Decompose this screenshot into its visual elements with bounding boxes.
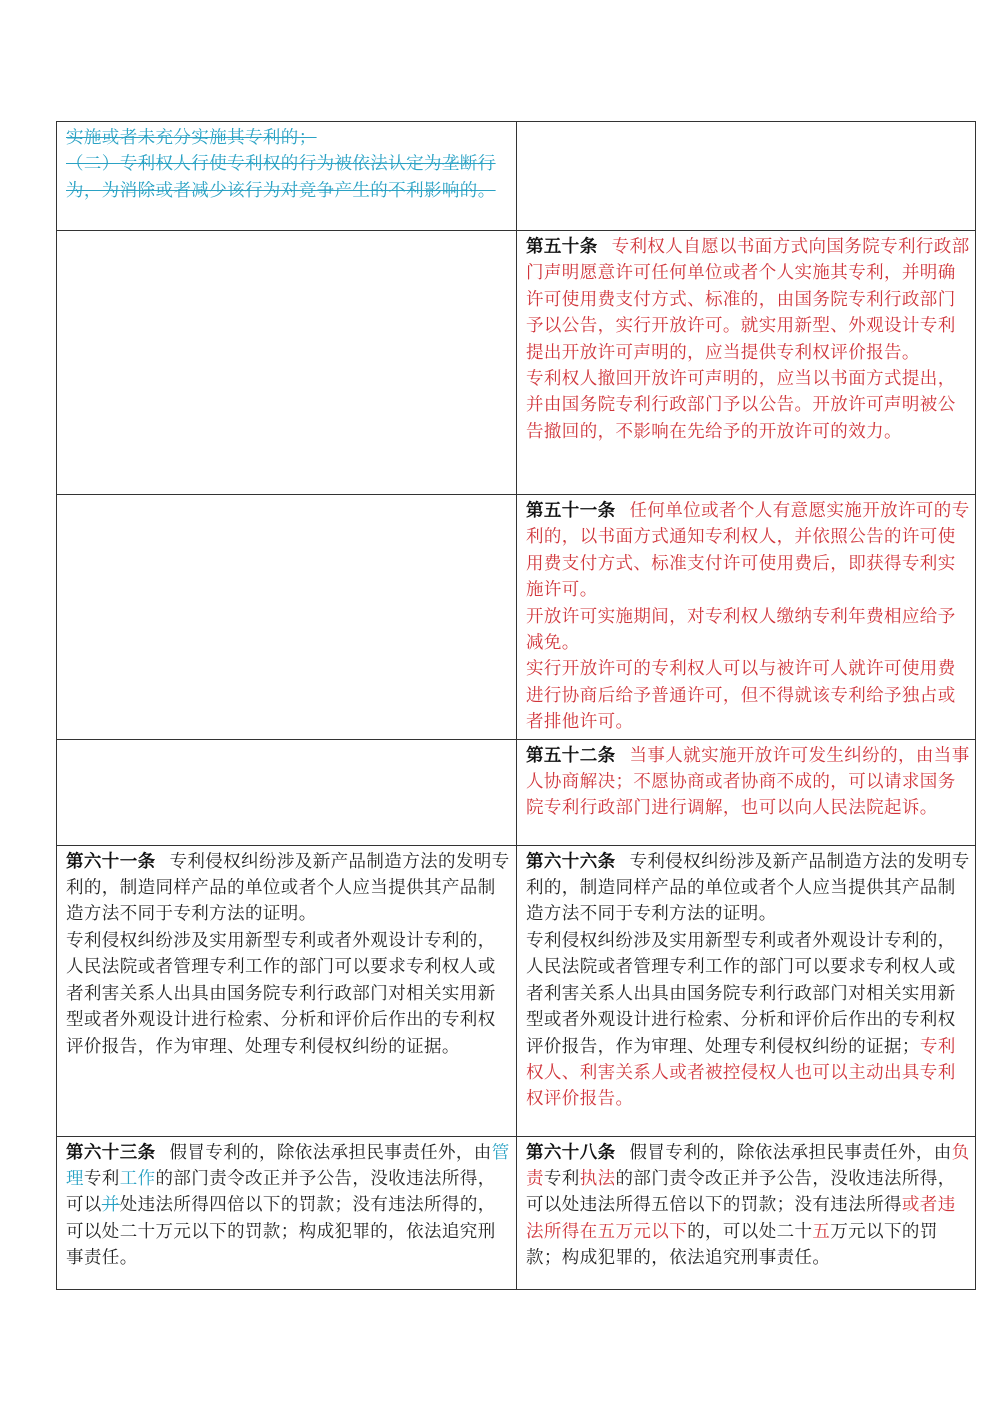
- added-text: 专利权人自愿以书面方式向国务院专利行政部门声明愿意许可任何单位或者个人实施其专利，并明确许可使用费支付方式、标准的，由国务院专利行政部门予以公告，实行开放许可。就实用新型、外观设计专利提出开放许可声明的，应当提供专利权评价报告。: [526, 237, 970, 363]
- added-text: 任何单位或者个人有意愿实施开放许可的专利的，以书面方式通知专利权人，并依照公告的许可使用费支付方式、标准支付许可使用费后，即获得专利实施许可。: [526, 501, 970, 601]
- article-text: 的部门责令改正并予公告，没收违法所得，可以: [66, 1169, 496, 1216]
- article-number: 第五十二条: [526, 745, 616, 766]
- new-text-cell: [517, 495, 976, 740]
- article-number: 第六十六条: [526, 851, 616, 872]
- old-text-cell: [57, 495, 517, 740]
- article-number: 第六十八条: [526, 1142, 616, 1163]
- changed-text: 管理: [66, 1142, 510, 1190]
- changed-text: 工作: [119, 1169, 156, 1190]
- law-comparison-table: [56, 121, 976, 1290]
- table-row: [57, 495, 976, 740]
- article-text: 专利: [543, 1169, 580, 1190]
- deleted-paragraph: 实施或者未充分实施其专利的；: [66, 128, 317, 148]
- added-paragraph: 开放许可实施期间，对专利权人缴纳专利年费相应给予减免。: [526, 606, 956, 654]
- article-paragraph: 专利侵权纠纷涉及实用新型专利或者外观设计专利的，人民法院或者管理专利工作的部门可以要求专利权人或者利害关系人出具由国务院专利行政部门对相关实用新型或者外观设计进行检索、分析和评价后作出的专利权评价报告，作为审理、处理专利侵权纠纷的证据。: [66, 930, 496, 1057]
- added-text: 或者违法所得在五万元以下: [526, 1195, 956, 1242]
- article-number: 第六十三条: [66, 1142, 156, 1163]
- old-text-cell: [57, 231, 517, 495]
- old-text-cell: [57, 122, 517, 231]
- article-number: 第五十条: [526, 237, 598, 257]
- old-text-cell: [57, 739, 517, 845]
- new-text-cell: [517, 231, 976, 495]
- article-text: 的部门责令改正并予公告，没收违法所得，可以处违法所得五倍以下的罚款；没有违法所得: [526, 1169, 956, 1216]
- added-text: 执法: [579, 1169, 616, 1190]
- article-text: 处违法所得四倍以下的罚款；没有违法所得的，可以处二十万元以下的罚款；构成犯罪的，依法追究刑事责任。: [66, 1195, 496, 1269]
- article-paragraph: 专利侵权纠纷涉及实用新型专利或者外观设计专利的，人民法院或者管理专利工作的部门可以要求专利权人或者利害关系人出具由国务院专利行政部门对相关实用新型或者外观设计进行检索、分析和评价后作出的专利权评价报告，作为审理、处理专利侵权纠纷的证据；: [526, 930, 956, 1057]
- article-text: 的，可以处二十: [687, 1221, 813, 1242]
- table-row: [57, 845, 976, 1136]
- new-text-cell: [517, 845, 976, 1136]
- added-paragraph: 专利权人撤回开放许可声明的，应当以书面方式提出，并由国务院专利行政部门予以公告。开放许可声明被公告撤回的，不影响在先给予的开放许可的效力。: [526, 369, 956, 442]
- article-number: 第五十一条: [526, 501, 616, 521]
- article-text: 专利侵权纠纷涉及新产品制造方法的发明专利的，制造同样产品的单位或者个人应当提供其产品制造方法不同于专利方法的证明。: [526, 851, 970, 925]
- deleted-paragraph: （二）专利权人行使专利权的行为被依法认定为垄断行为，为消除或者减少该行为对竞争产生的不利影响的。: [66, 154, 496, 201]
- deleted-text: 并: [101, 1195, 120, 1216]
- article-text: 万元以下的罚款；构成犯罪的，依法追究刑事责任。: [526, 1221, 938, 1269]
- article-number: 第六十一条: [66, 851, 156, 872]
- table-row: [57, 231, 976, 495]
- article-text: 专利: [83, 1169, 120, 1190]
- added-text: 负责: [526, 1142, 970, 1190]
- old-text-cell: [57, 845, 517, 1136]
- article-text: 假冒专利的，除依法承担民事责任外，由: [169, 1142, 492, 1163]
- new-text-cell: [517, 739, 976, 845]
- added-paragraph: 实行开放许可的专利权人可以与被许可人就许可使用费进行协商后给予普通许可，但不得就该专利给予独占或者排他许可。: [526, 659, 956, 733]
- article-text: 专利侵权纠纷涉及新产品制造方法的发明专利的，制造同样产品的单位或者个人应当提供其产品制造方法不同于专利方法的证明。: [66, 851, 510, 925]
- added-text: 专利权人、利害关系人或者被控侵权人也可以主动出具专利权评价报告。: [526, 1036, 956, 1110]
- added-text: 当事人就实施开放许可发生纠纷的，由当事人协商解决；不愿协商或者协商不成的，可以请求国务院专利行政部门进行调解，也可以向人民法院起诉。: [526, 745, 970, 819]
- new-text-cell: [517, 1136, 976, 1289]
- table-row: [57, 1136, 976, 1289]
- article-text: 假冒专利的，除依法承担民事责任外，由: [629, 1142, 952, 1163]
- table-row: [57, 739, 976, 845]
- added-text: 五: [812, 1221, 831, 1242]
- new-text-cell: [517, 122, 976, 231]
- old-text-cell: [57, 1136, 517, 1289]
- table-row: [57, 122, 976, 231]
